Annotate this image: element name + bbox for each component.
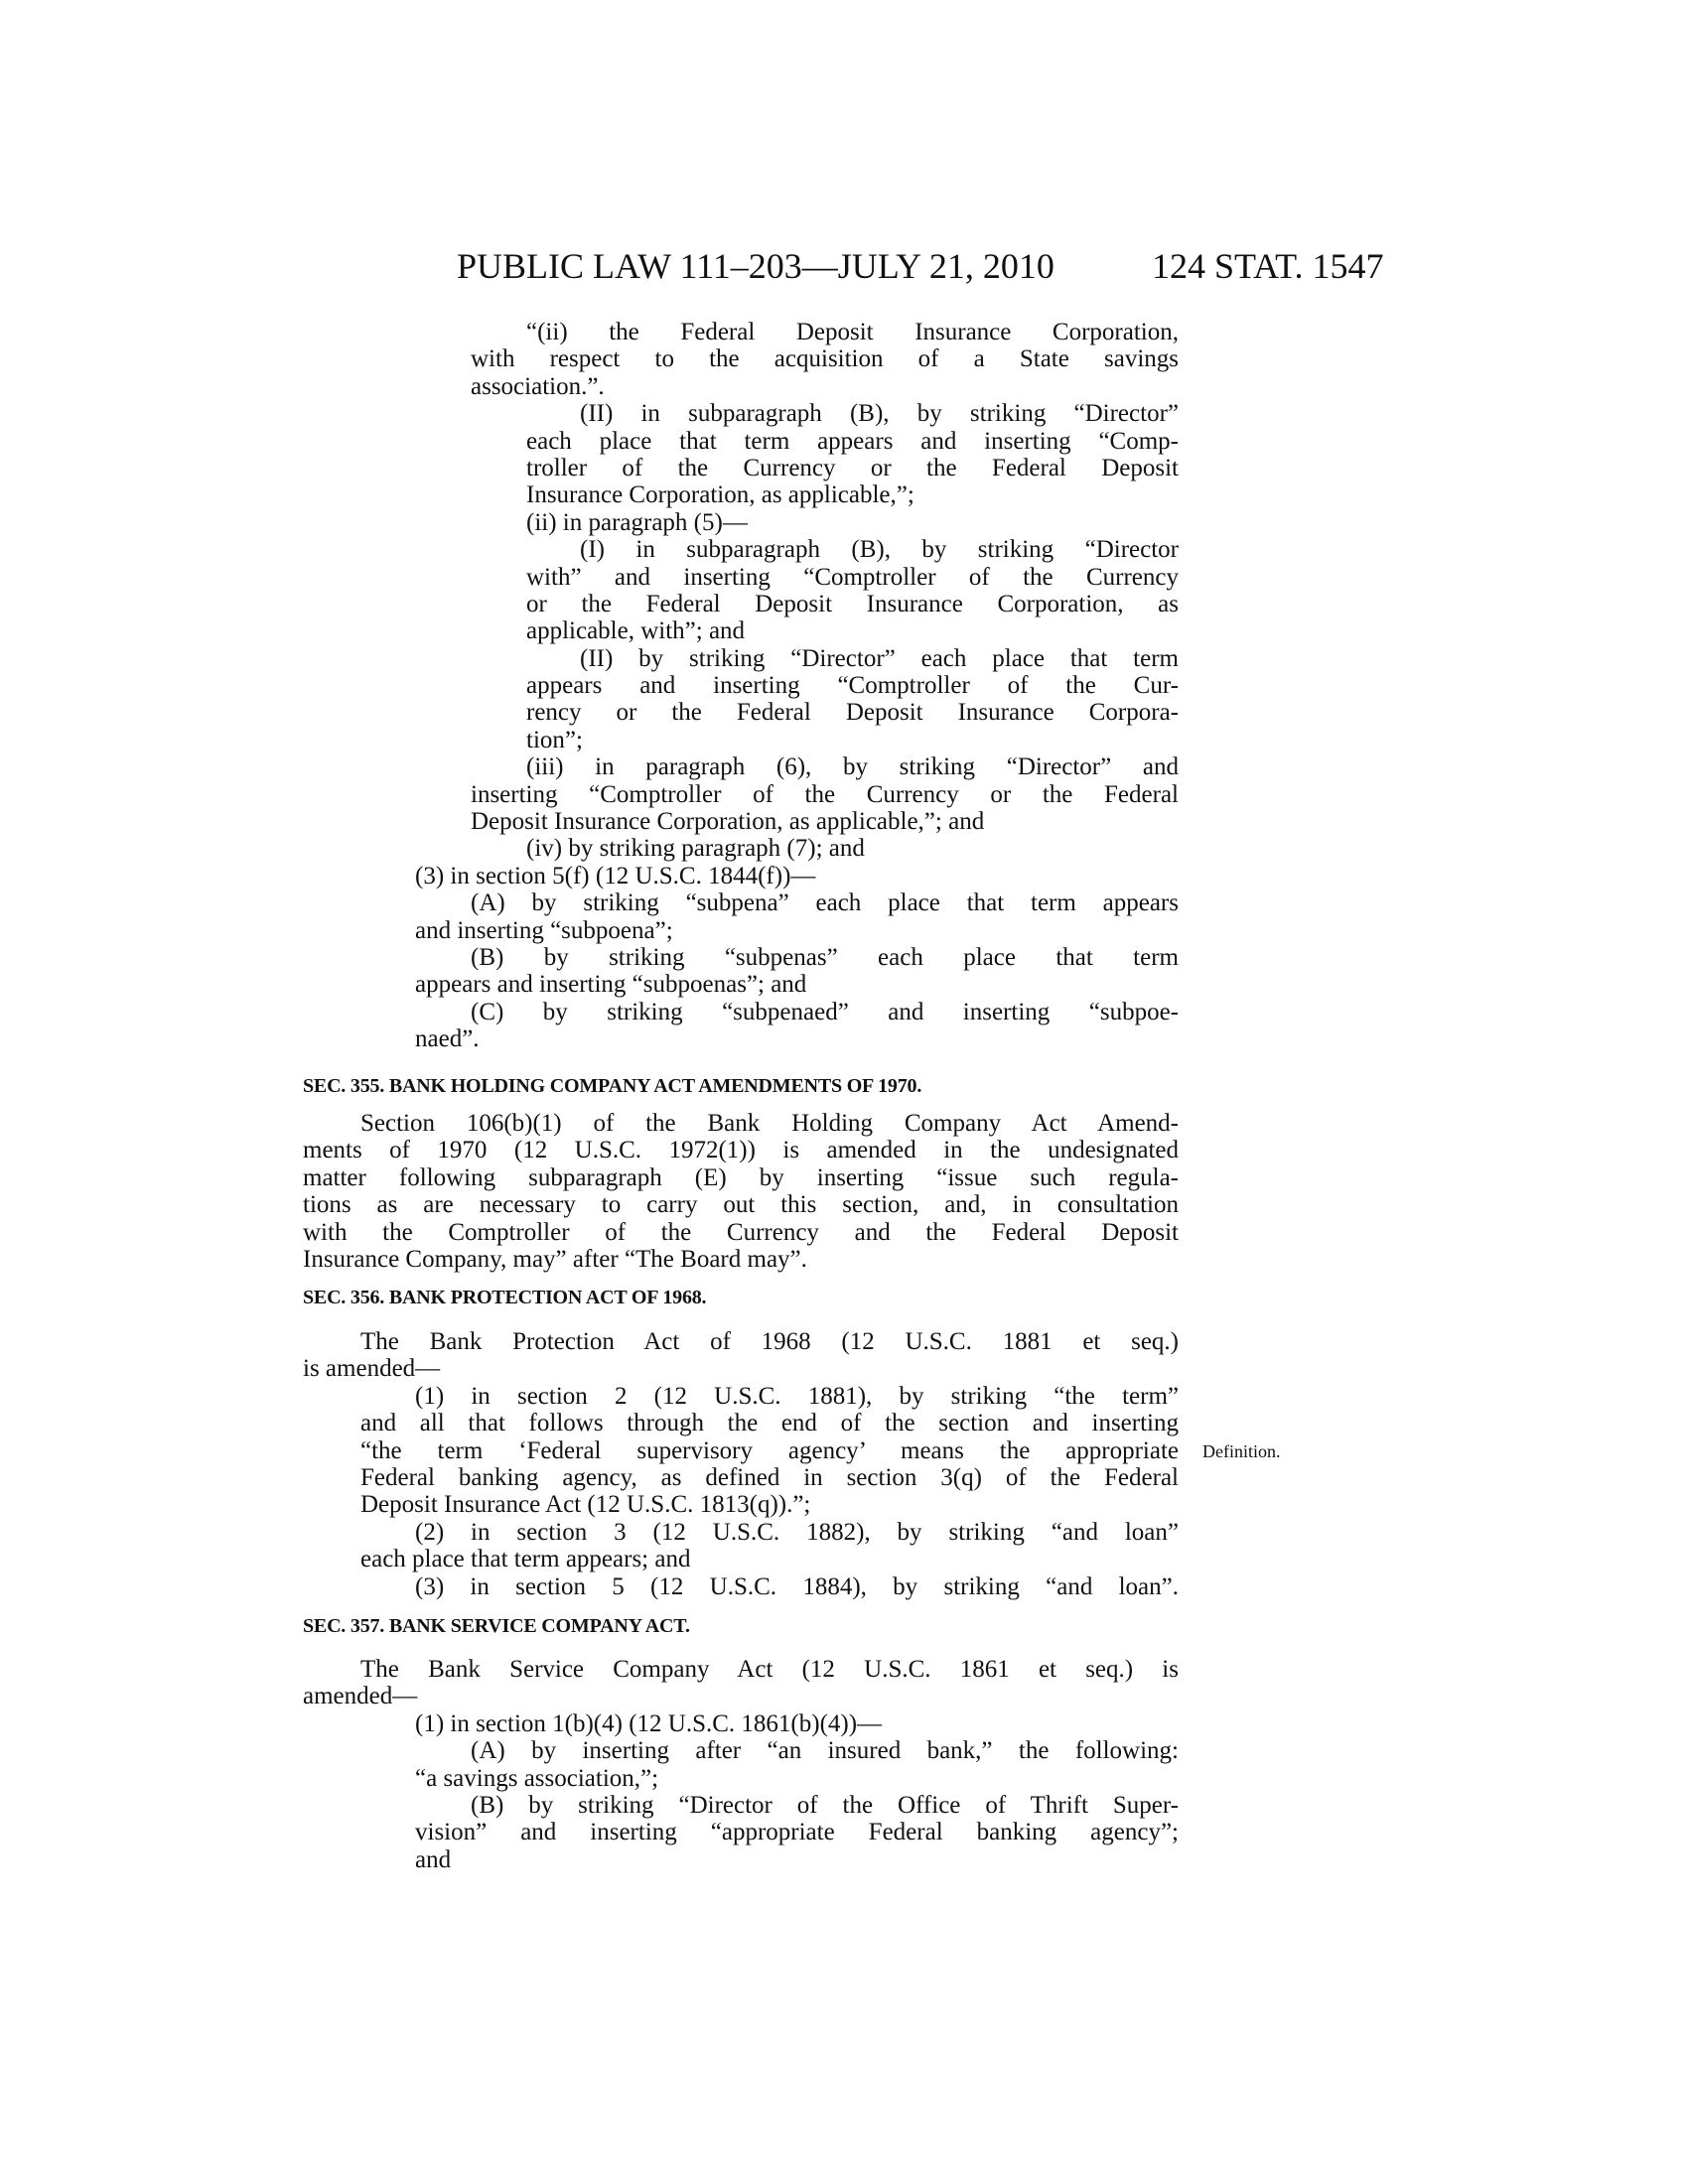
text-line: (3) in section 5(f) (12 U.S.C. 1844(f))—	[415, 862, 816, 889]
text-line: with respect to the acquisition of a State savings	[471, 345, 1179, 373]
text-line: Insurance Company, may” after “The Board may”.	[303, 1245, 807, 1273]
text-line: tions as are necessary to carry out this section, and, in consultation	[303, 1191, 1179, 1219]
section-356-body	[303, 1328, 1179, 1600]
text-line: (2) in section 3 (12 U.S.C. 1882), by striking “and loan”	[415, 1518, 1179, 1546]
text-line: and all that follows through the end of the section and inserting	[360, 1410, 1179, 1437]
text-line: “the term ‘Federal supervisory agency’ means the appropriate	[360, 1436, 1179, 1464]
text-line: vision” and inserting “appropriate Federal banking agency”;	[415, 1819, 1179, 1846]
text-line: (A) by inserting after “an insured bank,” the following:	[471, 1737, 1179, 1765]
text-line: matter following subparagraph (E) by inserting “issue such regula-	[303, 1163, 1179, 1191]
section-357-body	[303, 1656, 1179, 1873]
text-line: troller of the Currency or the Federal Deposit	[526, 454, 1179, 481]
section-355-body	[303, 1110, 1179, 1273]
text-line: tion”;	[526, 726, 583, 753]
text-line: (II) by striking “Director” each place that term	[580, 644, 1179, 672]
text-line: with” and inserting “Comptroller of the Currency	[526, 563, 1179, 591]
text-line: (3) in section 5 (12 U.S.C. 1884), by striking “and loan”.	[415, 1572, 1179, 1600]
text-line: with the Comptroller of the Currency and the Federal Deposit	[303, 1218, 1179, 1246]
text-line: amended—	[303, 1683, 418, 1710]
text-line: (1) in section 1(b)(4) (12 U.S.C. 1861(b)(4))—	[415, 1709, 883, 1737]
text-line: or the Federal Deposit Insurance Corporation, as	[526, 590, 1179, 617]
text-line: inserting “Comptroller of the Currency or the Federal	[471, 780, 1179, 808]
text-line: “(ii) the Federal Deposit Insurance Corporation,	[526, 319, 1179, 345]
text-line: (II) in subparagraph (B), by striking “Director”	[580, 400, 1179, 428]
section-355-heading: SEC. 355. BANK HOLDING COMPANY ACT AMENDMENTS OF 1970.	[303, 1075, 922, 1097]
text-line: (iv) by striking paragraph (7); and	[526, 835, 865, 863]
text-line: The Bank Service Company Act (12 U.S.C. 1861 et seq.) is	[360, 1656, 1179, 1683]
text-line: applicable, with”; and	[526, 617, 746, 645]
text-line: Section 106(b)(1) of the Bank Holding Company Act Amend-	[360, 1110, 1179, 1137]
text-line: (C) by striking “subpenaed” and inserting “subpoe-	[471, 998, 1179, 1025]
text-line: is amended—	[303, 1355, 441, 1383]
section-356-heading: SEC. 356. BANK PROTECTION ACT OF 1968.	[303, 1287, 707, 1308]
text-line: (B) by striking “Director of the Office of Thrift Super-	[471, 1791, 1179, 1819]
text-line: (ii) in paragraph (5)—	[526, 508, 748, 536]
text-line: Federal banking agency, as defined in section 3(q) of the Federal	[360, 1463, 1179, 1491]
text-line: appears and inserting “subpoenas”; and	[415, 971, 807, 999]
page-stat-number: 124 STAT. 1547	[1152, 246, 1384, 286]
text-line: (iii) in paragraph (6), by striking “Director” and	[526, 753, 1179, 781]
text-line: Insurance Corporation, as applicable,”;	[526, 481, 914, 509]
text-line: association.”.	[471, 372, 605, 400]
text-line: and inserting “subpoena”;	[415, 916, 673, 944]
section-357-heading: SEC. 357. BANK SERVICE COMPANY ACT.	[303, 1615, 690, 1637]
text-line: appears and inserting “Comptroller of the Cur-	[526, 672, 1179, 700]
text-line: Deposit Insurance Act (12 U.S.C. 1813(q)).”;	[360, 1491, 811, 1519]
text-line: (1) in section 2 (12 U.S.C. 1881), by striking “the term”	[415, 1382, 1179, 1410]
text-line: (A) by striking “subpena” each place that term appears	[471, 889, 1179, 917]
text-line: and	[415, 1845, 452, 1873]
amendment-text-continued	[303, 319, 1179, 1053]
text-line: rency or the Federal Deposit Insurance Corpora-	[526, 699, 1179, 727]
text-line: ments of 1970 (12 U.S.C. 1972(1)) is amended in the undesignated	[303, 1137, 1179, 1164]
text-line: Deposit Insurance Corporation, as applicable,”; and	[471, 808, 985, 836]
margin-note-definition: Definition.	[1202, 1441, 1281, 1461]
text-line: (I) in subparagraph (B), by striking “Director	[580, 536, 1179, 564]
running-header-title: PUBLIC LAW 111–203—JULY 21, 2010	[457, 246, 1055, 286]
text-line: (B) by striking “subpenas” each place that term	[471, 943, 1179, 971]
text-line: The Bank Protection Act of 1968 (12 U.S.C. 1881 et seq.)	[360, 1328, 1179, 1355]
text-line: naed”.	[415, 1025, 480, 1053]
text-line: each place that term appears and inserting “Comp-	[526, 427, 1179, 455]
text-line: “a savings association,”;	[415, 1764, 659, 1792]
text-line: each place that term appears; and	[360, 1546, 691, 1573]
